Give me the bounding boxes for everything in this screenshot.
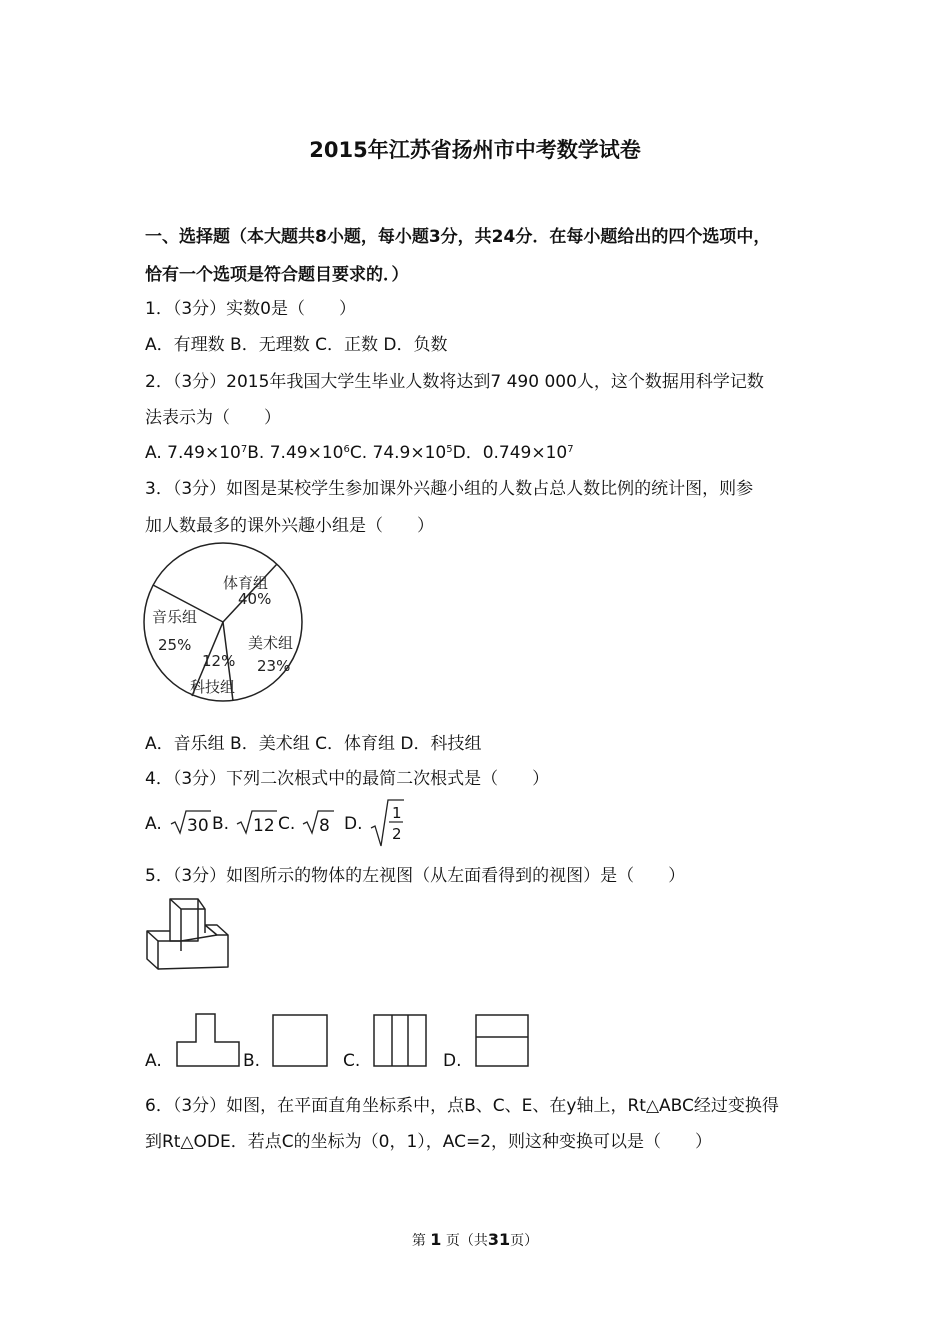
section-heading-line2: 恰有一个选项是符合题目要求的．） (145, 265, 409, 285)
q1-stem: 1．（3分）实数0是（ ） (145, 299, 356, 319)
slice-label-art: 美术组 (248, 634, 294, 652)
footer-page-number: 1 (430, 1230, 442, 1249)
sqrt-symbol (170, 808, 212, 836)
q3-stem-line2: 加人数最多的课外兴趣小组是（ ） (145, 516, 434, 536)
slice-label-music: 音乐组 (152, 608, 198, 626)
q4-a-radicand: 30 (187, 816, 209, 836)
slice-label-tech: 科技组 (190, 678, 236, 696)
pie-chart (140, 540, 310, 705)
section-heading-line1: 一、选择题（本大题共8小题，每小题3分，共24分．在每小题给出的四个选项中， (145, 227, 771, 247)
page-title: 2015年江苏省扬州市中考数学试卷 (309, 138, 641, 162)
q2-stem-line2: 法表示为（ ） (145, 408, 281, 428)
q4-option-b-label: B. (212, 814, 230, 834)
q5-option-d-label: D. (443, 1051, 462, 1071)
sqrt-symbol (302, 808, 336, 836)
q4-option-d-label: D. (344, 814, 363, 834)
q2-option-d: D．$0.749\times 10^7$ (452, 443, 574, 463)
option-c-vertical-strips (372, 1013, 428, 1068)
slice-pct-tech: 12% (202, 652, 236, 670)
sqrt-fraction-symbol (370, 798, 406, 848)
q2-options (145, 438, 574, 463)
q2-option-b: B. $7.49\times 10^6$ (247, 443, 350, 463)
q5-option-c-label: C. (343, 1051, 361, 1071)
q5-stem: 5．（3分）如图所示的物体的左视图（从左面看得到的视图）是（ ） (145, 866, 686, 886)
q2-option-a: A. $7.49\times 10^7$ (145, 443, 248, 463)
q4-option-a-label: A. (145, 814, 162, 834)
q6-stem-line2: 到Rt△ODE．若点C的坐标为（0，1），AC=2，则这种变换可以是（ ） (145, 1132, 713, 1152)
slice-label-sports: 体育组 (223, 574, 269, 592)
q4-c-radicand: 8 (319, 816, 330, 836)
option-a-t-shape (175, 1012, 241, 1068)
q2-stem-line1: 2．（3分）2015年我国大学生毕业人数将达到7 490 000人，这个数据用科学记数 (145, 372, 764, 392)
slice-pct-art: 23% (257, 657, 291, 675)
slice-pct-sports: 40% (238, 590, 272, 608)
sqrt-symbol (236, 808, 278, 836)
q3-options: A．音乐组 B．美术组 C．体育组 D．科技组 (145, 734, 482, 754)
option-d-horizontal-split (474, 1013, 530, 1068)
option-b-square (271, 1013, 329, 1068)
q3-stem-line1: 3．（3分）如图是某校学生参加课外兴趣小组的人数占总人数比例的统计图，则参 (145, 479, 754, 499)
footer-total-pages: 31 (487, 1230, 511, 1249)
q1-options: A．有理数 B．无理数 C．正数 D．负数 (145, 335, 448, 355)
q4-stem: 4．（3分）下列二次根式中的最简二次根式是（ ） (145, 769, 550, 789)
q4-b-radicand: 12 (253, 816, 275, 836)
q2-option-c: C. $74.9\times 10^5$ (349, 443, 453, 463)
slice-pct-music: 25% (158, 636, 192, 654)
q4-option-c-label: C. (278, 814, 296, 834)
q4-d-denominator: 2 (392, 825, 402, 843)
q5-option-b-label: B. (243, 1051, 261, 1071)
footer-middle: 页（共 (445, 1233, 488, 1249)
q6-stem-line1: 6．（3分）如图，在平面直角坐标系中，点B、C、E、在y轴上，Rt△ABC经过变换得 (145, 1096, 779, 1116)
page-footer (0, 1230, 950, 1250)
q5-option-a-label: A. (145, 1051, 162, 1071)
q4-d-numerator: 1 (392, 804, 402, 822)
footer-prefix: 第 (411, 1233, 426, 1249)
footer-suffix: 页） (510, 1233, 539, 1249)
object-3d-figure (145, 895, 235, 973)
